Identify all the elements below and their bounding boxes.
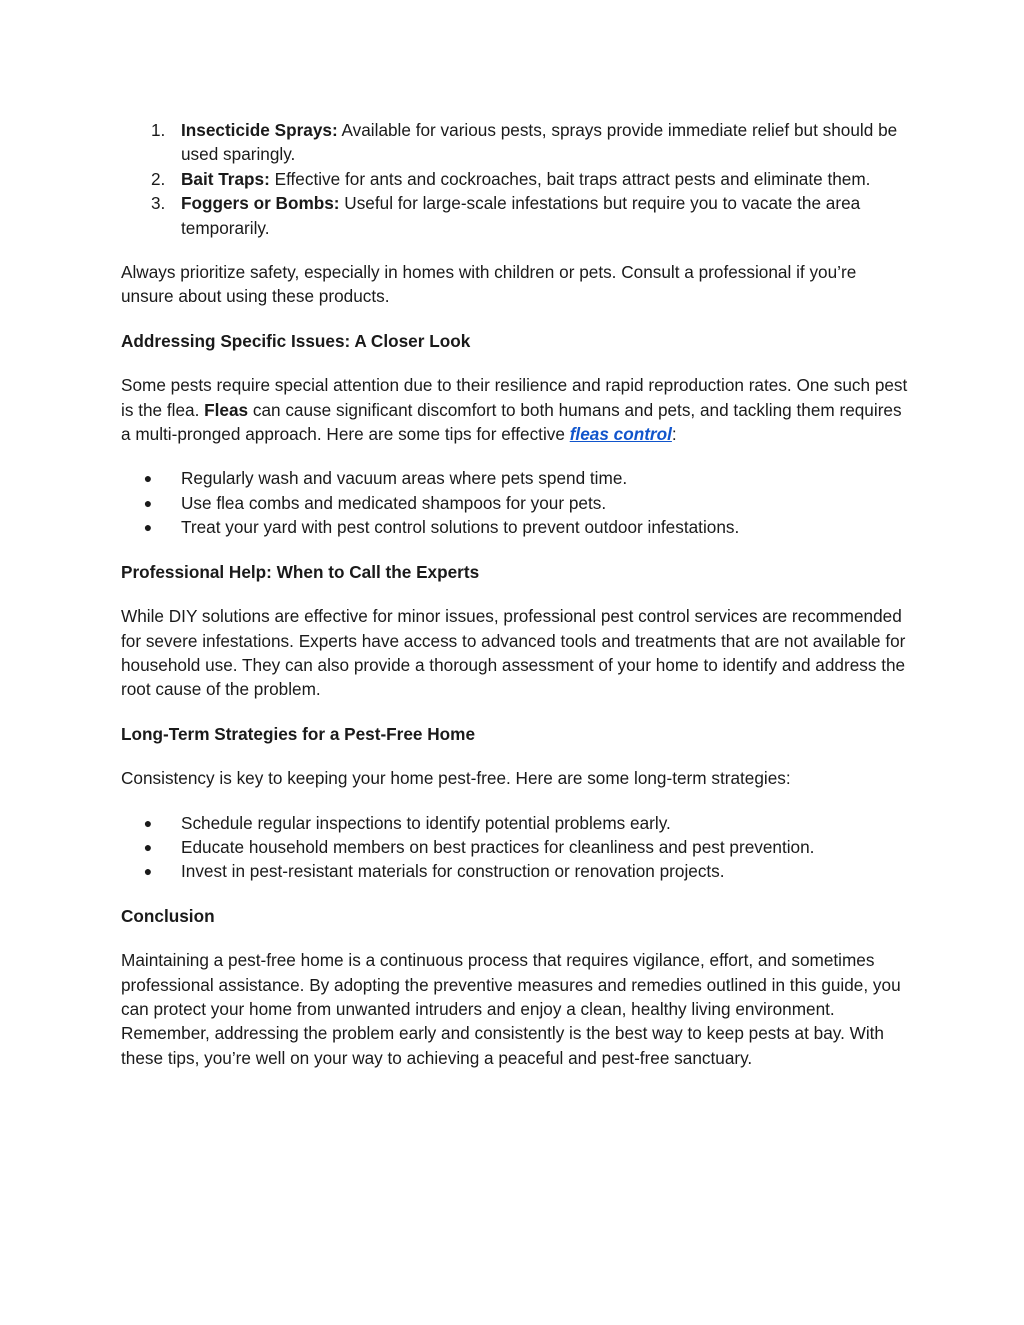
list-number: 2. bbox=[151, 168, 166, 189]
safety-paragraph: Always prioritize safety, especially in homes with children or pets. Consult a professional if you’re unsure about using these products. bbox=[121, 262, 857, 307]
bullet-icon: ● bbox=[143, 470, 153, 487]
list-item bbox=[121, 191, 911, 240]
list-number: 1. bbox=[151, 120, 166, 140]
list-item-text: Schedule regular inspections to identify potential problems early. bbox=[181, 812, 671, 833]
list-item-text: Invest in pest-resistant materials for construction or renovation projects. bbox=[181, 861, 725, 882]
specific-issues-intro bbox=[121, 373, 911, 446]
list-item-term: Foggers or Bombs: bbox=[181, 193, 340, 214]
list-number: 3. bbox=[151, 193, 166, 214]
list-item-text: Educate household members on best practices for cleanliness and pest prevention. bbox=[181, 836, 815, 857]
section-heading-long-term: Long-Term Strategies for a Pest-Free Home bbox=[121, 723, 476, 744]
fleas-control-link[interactable]: fleas control bbox=[569, 424, 672, 445]
long-term-list bbox=[121, 811, 911, 884]
bullet-icon: ● bbox=[143, 814, 153, 831]
list-item bbox=[121, 118, 911, 167]
list-item bbox=[121, 515, 911, 539]
conclusion-paragraph: Maintaining a pest-free home is a continuous process that requires vigilance, effort, and sometimes professional assistance. By adopting the preventive measures and remedies outlined in this guide, you can protect your home from unwanted intruders and enjoy a clean, healthy living environment. Remember, addressing the problem early and consistently is the best way to keep pests at bay. With these tips, you’re well on your way to achieving a peaceful and pest-free sanctuary. bbox=[121, 950, 901, 1068]
list-item-text: Effective for ants and cockroaches, bait traps attract pests and eliminate them. bbox=[269, 168, 871, 189]
list-item-text: Available for various pests, sprays provide immediate relief but should be used sparingly. bbox=[181, 120, 898, 165]
list-item-text: Treat your yard with pest control solutions to prevent outdoor infestations. bbox=[181, 517, 740, 538]
list-item bbox=[121, 491, 911, 515]
section-heading-professional-help: Professional Help: When to Call the Experts bbox=[121, 561, 480, 582]
section-heading-conclusion: Conclusion bbox=[121, 905, 215, 926]
list-item-text: Regularly wash and vacuum areas where pets spend time. bbox=[181, 468, 628, 489]
intro-text: can cause significant discomfort to both humans and pets, and tackling them requires a multi-pronged approach. Here are some tips for effective bbox=[121, 399, 902, 445]
list-item bbox=[121, 167, 911, 191]
long-term-intro: Consistency is key to keeping your home pest-free. Here are some long-term strategies: bbox=[121, 768, 791, 789]
flea-tips-list bbox=[121, 466, 911, 539]
list-item-text: Useful for large-scale infestations but require you to vacate the area temporarily. bbox=[181, 193, 861, 238]
fleas-bold: Fleas bbox=[204, 399, 249, 420]
bullet-icon: ● bbox=[143, 519, 153, 536]
intro-text: : bbox=[671, 424, 677, 445]
document-page bbox=[121, 118, 911, 1070]
list-item bbox=[121, 835, 911, 859]
professional-help-paragraph: While DIY solutions are effective for minor issues, professional pest control services are recommended for severe infestations. Experts have access to advanced tools and treatments that are not available for household use. They can also provide a thorough assessment of your home to identify and address the root cause of the problem. bbox=[121, 606, 906, 700]
list-item-term: Bait Traps: bbox=[181, 168, 270, 189]
list-item bbox=[121, 466, 911, 490]
bullet-icon: ● bbox=[143, 838, 153, 855]
list-item bbox=[121, 859, 911, 883]
list-item-text: Use flea combs and medicated shampoos for your pets. bbox=[181, 492, 607, 513]
intro-text: Some pests require special attention due to their resilience and rapid reproduction rates. One such pest is the flea. bbox=[121, 375, 908, 420]
bullet-icon: ● bbox=[143, 494, 153, 511]
section-heading-specific-issues: Addressing Specific Issues: A Closer Look bbox=[121, 330, 471, 351]
numbered-list bbox=[121, 118, 911, 240]
bullet-icon: ● bbox=[143, 863, 153, 880]
list-item-term: Insecticide Sprays: bbox=[181, 120, 338, 140]
list-item bbox=[121, 811, 911, 835]
